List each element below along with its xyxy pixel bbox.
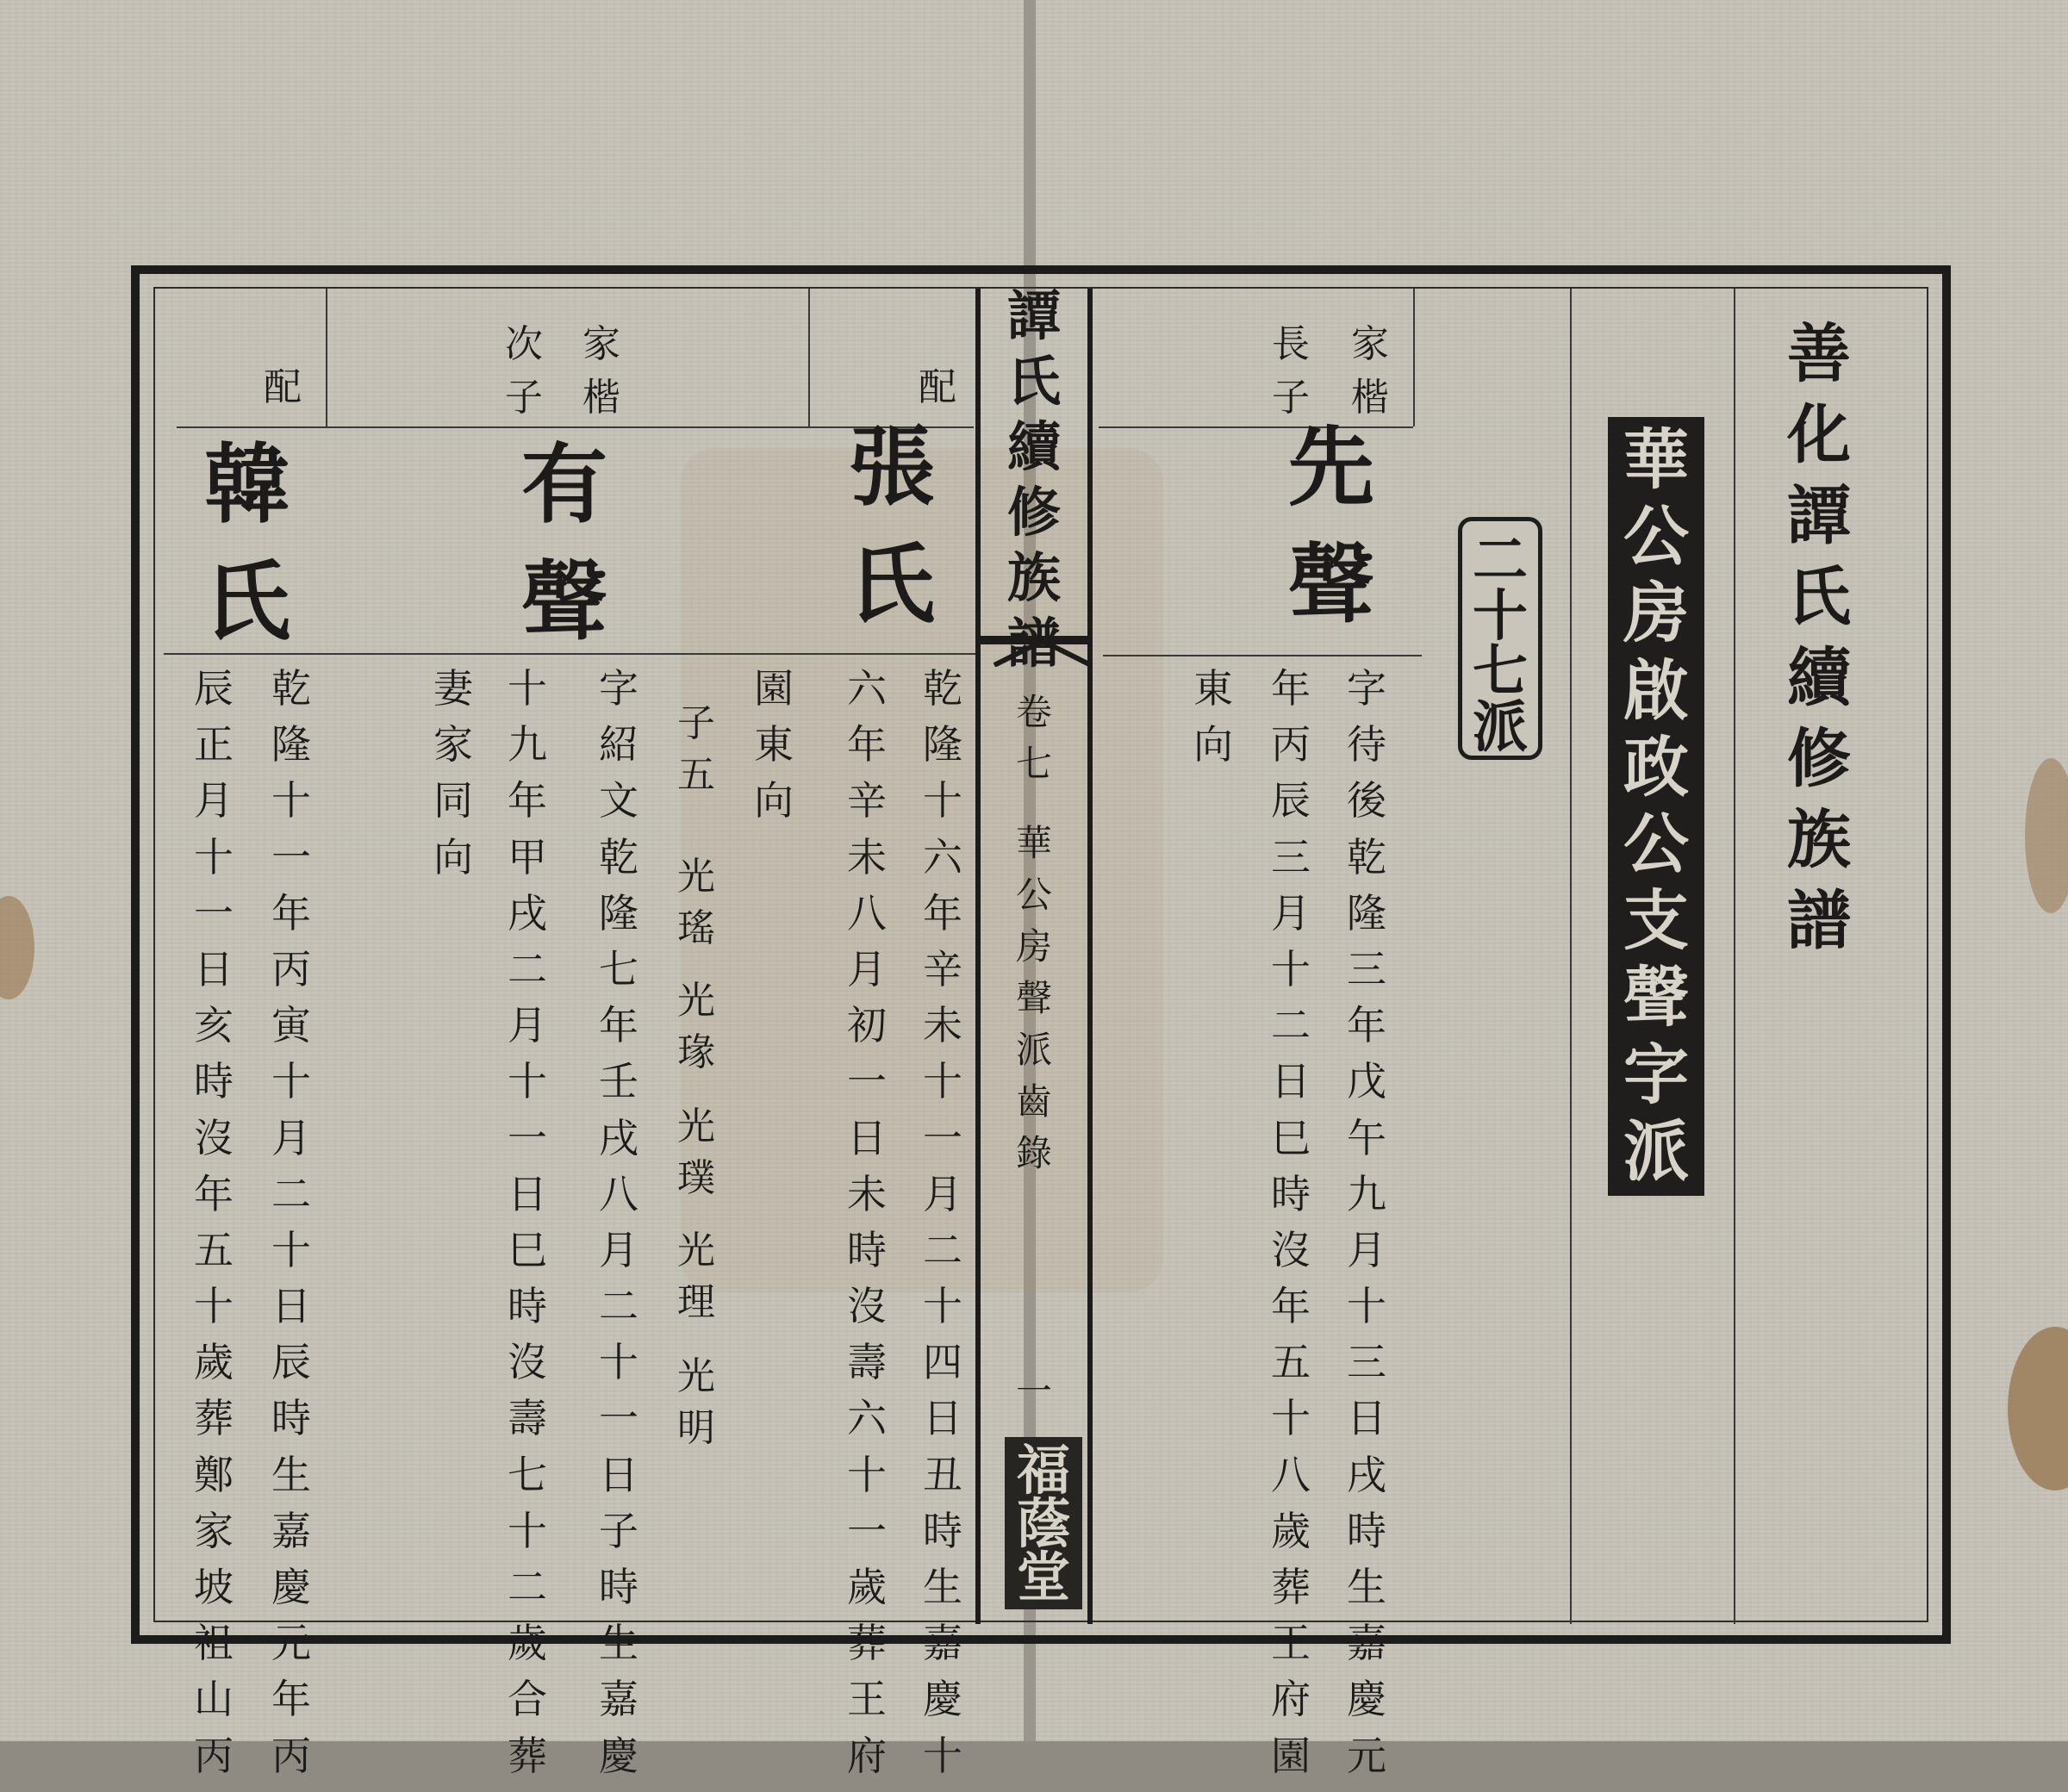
glyph: 月 xyxy=(923,1170,962,1217)
glyph: 楷 xyxy=(582,376,620,420)
glyph: 次 xyxy=(505,322,543,366)
glyph: 先 xyxy=(1288,416,1374,518)
rule xyxy=(1734,289,1735,1624)
glyph: 歲 xyxy=(508,1620,547,1667)
glyph: 嘉 xyxy=(271,1507,311,1554)
glyph: 配 xyxy=(264,365,302,409)
glyph: 丙 xyxy=(1271,721,1311,768)
glyph: 府 xyxy=(847,1732,887,1779)
center-title xyxy=(1004,284,1064,682)
glyph: 慶 xyxy=(1347,1676,1386,1723)
glyph: 辛 xyxy=(923,945,962,992)
entry-detail xyxy=(427,665,479,893)
glyph: 譚 xyxy=(1006,284,1061,347)
glyph: 十 xyxy=(923,1283,962,1330)
glyph: 月 xyxy=(847,945,887,992)
glyph: 戌 xyxy=(599,1114,638,1161)
glyph: 乾 xyxy=(923,665,962,712)
glyph: 戊 xyxy=(1347,1058,1386,1105)
glyph: 一 xyxy=(1015,1370,1052,1412)
glyph: 楷 xyxy=(1351,376,1389,420)
glyph: 隆 xyxy=(271,721,311,768)
glyph: 字 xyxy=(1623,1036,1689,1113)
glyph: 生 xyxy=(1347,1564,1386,1610)
glyph: 善 xyxy=(1787,317,1851,391)
page-title xyxy=(1780,317,1858,970)
glyph: 子 xyxy=(599,1507,638,1554)
glyph: 合 xyxy=(508,1676,547,1723)
glyph: 一 xyxy=(847,1507,887,1554)
glyph: 沒 xyxy=(1271,1226,1311,1273)
glyph: 年 xyxy=(1271,1283,1311,1330)
glyph: 日 xyxy=(508,1170,547,1217)
glyph: 未 xyxy=(847,833,887,880)
glyph: 二 xyxy=(923,1226,962,1273)
glyph: 月 xyxy=(194,777,234,824)
glyph: 族 xyxy=(1006,546,1061,609)
center-section xyxy=(1012,822,1056,1187)
glyph: 元 xyxy=(271,1620,311,1667)
glyph: 聲 xyxy=(521,551,607,652)
glyph: 午 xyxy=(1347,1114,1386,1161)
glyph: 日 xyxy=(194,945,234,992)
glyph: 房 xyxy=(1015,925,1052,968)
glyph: 十 xyxy=(923,1732,962,1779)
glyph: 鄭 xyxy=(194,1451,234,1498)
glyph: 子 xyxy=(677,701,715,745)
glyph: 十 xyxy=(599,1339,638,1386)
glyph: 韓 xyxy=(204,433,290,535)
glyph: 一 xyxy=(847,1058,887,1105)
glyph: 房 xyxy=(1623,575,1689,652)
glyph: 十 xyxy=(1473,583,1528,649)
glyph: 光 xyxy=(677,1354,715,1398)
rule xyxy=(808,289,810,426)
glyph: 譚 xyxy=(1787,479,1851,553)
son-name xyxy=(672,979,720,1086)
glyph: 向 xyxy=(1193,721,1233,768)
glyph: 乾 xyxy=(599,833,638,880)
glyph: 氏 xyxy=(1006,350,1061,413)
glyph: 壽 xyxy=(508,1395,547,1442)
glyph: 時 xyxy=(599,1564,638,1610)
glyph: 九 xyxy=(1347,1170,1386,1217)
glyph: 年 xyxy=(1271,665,1311,712)
glyph: 戌 xyxy=(1347,1451,1386,1498)
glyph: 歲 xyxy=(1271,1507,1311,1554)
glyph: 聲 xyxy=(1015,977,1052,1019)
glyph: 慶 xyxy=(923,1676,962,1723)
glyph: 時 xyxy=(1347,1507,1386,1554)
glyph: 時 xyxy=(508,1283,547,1330)
entry-detail xyxy=(188,665,240,1792)
glyph: 乾 xyxy=(1347,833,1386,880)
glyph: 未 xyxy=(923,1002,962,1049)
glyph: 張 xyxy=(849,416,935,518)
glyph: 五 xyxy=(1271,1339,1311,1386)
glyph: 明 xyxy=(677,1406,715,1450)
glyph: 時 xyxy=(923,1507,962,1554)
center-border xyxy=(1087,289,1093,1624)
glyph: 七 xyxy=(1015,743,1052,785)
entry-detail xyxy=(501,665,553,1792)
glyph: 東 xyxy=(754,721,794,768)
entry-spouse-label xyxy=(258,365,307,422)
glyph: 十 xyxy=(194,1283,234,1330)
glyph: 蔭 xyxy=(1016,1492,1070,1555)
glyph: 一 xyxy=(599,1395,638,1442)
glyph: 年 xyxy=(599,1002,638,1049)
glyph: 一 xyxy=(508,1114,547,1161)
generation-cartouche xyxy=(1458,517,1542,760)
glyph: 時 xyxy=(194,1058,234,1105)
glyph: 亥 xyxy=(194,1002,234,1049)
glyph: 月 xyxy=(271,1114,311,1161)
glyph: 月 xyxy=(1271,889,1311,936)
glyph: 氏 xyxy=(1787,560,1851,634)
branch-banner xyxy=(1608,417,1704,1196)
glyph: 戌 xyxy=(508,889,547,936)
glyph: 沒 xyxy=(508,1339,547,1386)
glyph: 錄 xyxy=(1015,1132,1052,1174)
glyph: 修 xyxy=(1006,481,1061,544)
glyph: 辰 xyxy=(271,1339,311,1386)
glyph: 日 xyxy=(271,1283,311,1330)
entry-detail xyxy=(748,665,800,837)
glyph: 隆 xyxy=(1347,889,1386,936)
glyph: 公 xyxy=(1015,874,1052,916)
glyph: 王 xyxy=(847,1676,887,1723)
glyph: 壬 xyxy=(599,1058,638,1105)
glyph: 有 xyxy=(521,433,607,535)
entry-detail xyxy=(1187,665,1239,781)
page-number xyxy=(1012,1370,1056,1425)
glyph: 十 xyxy=(508,1507,547,1554)
glyph: 七 xyxy=(508,1451,547,1498)
glyph: 生 xyxy=(271,1451,311,1498)
glyph: 氏 xyxy=(204,551,290,652)
glyph: 十 xyxy=(923,777,962,824)
entry-detail xyxy=(265,665,317,1792)
glyph: 六 xyxy=(923,833,962,880)
glyph: 園 xyxy=(1271,1732,1311,1779)
glyph: 一 xyxy=(271,833,311,880)
glyph: 十 xyxy=(1271,1395,1311,1442)
glyph: 葬 xyxy=(847,1620,887,1667)
glyph: 支 xyxy=(1623,882,1689,960)
glyph: 九 xyxy=(508,721,547,768)
glyph: 後 xyxy=(1347,777,1386,824)
glyph: 卷 xyxy=(1015,691,1052,733)
glyph: 巳 xyxy=(1271,1114,1311,1161)
son-name xyxy=(672,1229,720,1335)
glyph: 丙 xyxy=(271,945,311,992)
glyph: 歲 xyxy=(847,1564,887,1610)
glyph: 年 xyxy=(1347,1002,1386,1049)
entry-detail xyxy=(917,665,969,1792)
glyph: 乾 xyxy=(271,665,311,712)
glyph: 一 xyxy=(923,1114,962,1161)
entry-detail xyxy=(841,665,893,1792)
glyph: 園 xyxy=(754,665,794,712)
glyph: 字 xyxy=(1347,665,1386,712)
entry-name xyxy=(517,433,612,675)
glyph: 年 xyxy=(271,889,311,936)
glyph: 待 xyxy=(1347,721,1386,768)
glyph: 月 xyxy=(1347,1226,1386,1273)
glyph: 光 xyxy=(677,1229,715,1272)
glyph: 光 xyxy=(677,855,715,899)
glyph: 壽 xyxy=(847,1339,887,1386)
glyph: 甲 xyxy=(508,833,547,880)
glyph: 府 xyxy=(1271,1676,1311,1723)
glyph: 二 xyxy=(271,1170,311,1217)
glyph: 慶 xyxy=(599,1732,638,1779)
glyph: 嘉 xyxy=(599,1676,638,1723)
glyph: 十 xyxy=(271,1058,311,1105)
glyph: 紹 xyxy=(599,721,638,768)
glyph: 月 xyxy=(508,1002,547,1049)
entry-spouse-label xyxy=(913,365,962,422)
glyph: 年 xyxy=(508,777,547,824)
rule xyxy=(1413,289,1415,426)
glyph: 化 xyxy=(1787,398,1851,472)
glyph: 丙 xyxy=(194,1732,234,1779)
glyph: 十 xyxy=(923,1058,962,1105)
glyph: 隆 xyxy=(923,721,962,768)
glyph: 家 xyxy=(1351,322,1389,366)
glyph: 譜 xyxy=(1787,884,1851,958)
glyph: 六 xyxy=(847,665,887,712)
glyph: 丙 xyxy=(271,1732,311,1779)
glyph: 家 xyxy=(433,721,473,768)
glyph: 向 xyxy=(433,833,473,880)
son-label xyxy=(672,701,720,808)
glyph: 三 xyxy=(1347,945,1386,992)
glyph: 日 xyxy=(1347,1395,1386,1442)
glyph: 齒 xyxy=(1015,1080,1052,1123)
glyph: 續 xyxy=(1787,641,1851,715)
glyph: 派 xyxy=(1623,1112,1689,1190)
center-volume xyxy=(1012,691,1056,798)
glyph: 六 xyxy=(847,1395,887,1442)
glyph: 嘉 xyxy=(923,1620,962,1667)
glyph: 光 xyxy=(677,979,715,1023)
glyph: 十 xyxy=(847,1451,887,1498)
entry-name xyxy=(844,416,939,658)
glyph: 年 xyxy=(847,721,887,768)
entry-detail xyxy=(1265,665,1317,1792)
glyph: 七 xyxy=(599,945,638,992)
glyph: 聲 xyxy=(1623,959,1689,1036)
glyph: 派 xyxy=(1015,1029,1052,1071)
glyph: 族 xyxy=(1787,803,1851,877)
glyph: 正 xyxy=(194,721,234,768)
son-name xyxy=(672,855,720,961)
glyph: 坡 xyxy=(194,1564,234,1610)
glyph: 七 xyxy=(1473,639,1528,704)
glyph: 時 xyxy=(1271,1170,1311,1217)
glyph: 隆 xyxy=(599,889,638,936)
glyph: 公 xyxy=(1623,498,1689,576)
glyph: 三 xyxy=(1271,833,1311,880)
glyph: 葬 xyxy=(508,1732,547,1779)
glyph: 元 xyxy=(1347,1732,1386,1779)
rule xyxy=(326,289,327,426)
entry-rank xyxy=(500,322,548,432)
glyph: 辰 xyxy=(1271,777,1311,824)
glyph: 時 xyxy=(847,1226,887,1273)
glyph: 寅 xyxy=(271,1002,311,1049)
glyph: 生 xyxy=(923,1564,962,1610)
glyph: 同 xyxy=(433,777,473,824)
glyph: 五 xyxy=(677,753,715,797)
glyph: 四 xyxy=(923,1339,962,1386)
glyph: 妻 xyxy=(433,665,473,712)
glyph: 祖 xyxy=(194,1620,234,1667)
glyph: 十 xyxy=(1347,1283,1386,1330)
son-name xyxy=(672,1354,720,1461)
glyph: 辰 xyxy=(194,665,234,712)
glyph: 二 xyxy=(508,945,547,992)
glyph: 嘉 xyxy=(1347,1620,1386,1667)
glyph: 日 xyxy=(1271,1058,1311,1105)
glyph: 年 xyxy=(271,1676,311,1723)
rule xyxy=(1570,289,1572,1624)
entry-detail xyxy=(593,665,645,1792)
glyph: 長 xyxy=(1272,322,1310,366)
glyph: 八 xyxy=(1271,1451,1311,1498)
glyph: 沒 xyxy=(847,1283,887,1330)
glyph: 丑 xyxy=(923,1451,962,1498)
glyph: 十 xyxy=(194,833,234,880)
glyph: 時 xyxy=(271,1395,311,1442)
glyph: 山 xyxy=(194,1676,234,1723)
glyph: 政 xyxy=(1623,728,1689,806)
glyph: 瑑 xyxy=(677,1030,715,1074)
glyph: 日 xyxy=(923,1395,962,1442)
glyph: 二 xyxy=(599,1283,638,1330)
glyph: 十 xyxy=(271,1226,311,1273)
glyph: 年 xyxy=(194,1170,234,1217)
glyph: 公 xyxy=(1623,806,1689,883)
glyph: 三 xyxy=(1347,1339,1386,1386)
entry-detail xyxy=(1341,665,1392,1792)
glyph: 二 xyxy=(1271,1002,1311,1049)
glyph: 生 xyxy=(599,1620,638,1667)
glyph: 華 xyxy=(1015,822,1052,864)
glyph: 光 xyxy=(677,1104,715,1148)
glyph: 日 xyxy=(847,1114,887,1161)
glyph: 子 xyxy=(1272,376,1310,420)
glyph: 氏 xyxy=(849,533,935,635)
glyph: 慶 xyxy=(271,1564,311,1610)
glyph: 理 xyxy=(677,1280,715,1324)
glyph: 初 xyxy=(847,1002,887,1049)
glyph: 東 xyxy=(1193,665,1233,712)
glyph: 葬 xyxy=(1271,1564,1311,1610)
glyph: 福 xyxy=(1016,1439,1070,1502)
glyph: 十 xyxy=(508,665,547,712)
glyph: 啟 xyxy=(1623,651,1689,729)
glyph: 字 xyxy=(599,665,638,712)
glyph: 二 xyxy=(508,1564,547,1610)
glyph: 巳 xyxy=(508,1226,547,1273)
glyph: 十 xyxy=(1271,945,1311,992)
glyph: 日 xyxy=(599,1451,638,1498)
glyph: 八 xyxy=(599,1170,638,1217)
son-name xyxy=(672,1104,720,1211)
glyph: 沒 xyxy=(194,1114,234,1161)
glyph: 派 xyxy=(1473,694,1528,760)
glyph: 修 xyxy=(1787,722,1851,796)
glyph: 配 xyxy=(919,365,956,409)
glyph: 年 xyxy=(923,889,962,936)
glyph: 聲 xyxy=(1288,533,1374,635)
glyph: 辛 xyxy=(847,777,887,824)
glyph: 向 xyxy=(754,777,794,824)
entry-father-label xyxy=(577,322,626,432)
glyph: 未 xyxy=(847,1170,887,1217)
entry-name xyxy=(1284,416,1379,658)
glyph: 子 xyxy=(505,376,543,420)
glyph: 十 xyxy=(271,777,311,824)
entry-name xyxy=(200,433,295,675)
glyph: 家 xyxy=(194,1507,234,1554)
glyph: 家 xyxy=(582,322,620,366)
glyph: 瑤 xyxy=(677,906,715,950)
glyph: 璞 xyxy=(677,1156,715,1200)
glyph: 一 xyxy=(194,889,234,936)
glyph: 譜 xyxy=(1006,612,1061,675)
glyph: 王 xyxy=(1271,1620,1311,1667)
glyph: 續 xyxy=(1006,415,1061,478)
glyph: 十 xyxy=(508,1058,547,1105)
glyph: 堂 xyxy=(1016,1546,1070,1608)
glyph: 歲 xyxy=(194,1339,234,1386)
glyph: 華 xyxy=(1623,421,1689,498)
glyph: 文 xyxy=(599,777,638,824)
glyph: 二 xyxy=(1473,528,1528,593)
hall-name-block xyxy=(1005,1437,1082,1609)
glyph: 葬 xyxy=(194,1395,234,1442)
glyph: 八 xyxy=(847,889,887,936)
glyph: 月 xyxy=(599,1226,638,1273)
glyph: 五 xyxy=(194,1226,234,1273)
center-border xyxy=(975,289,981,1624)
